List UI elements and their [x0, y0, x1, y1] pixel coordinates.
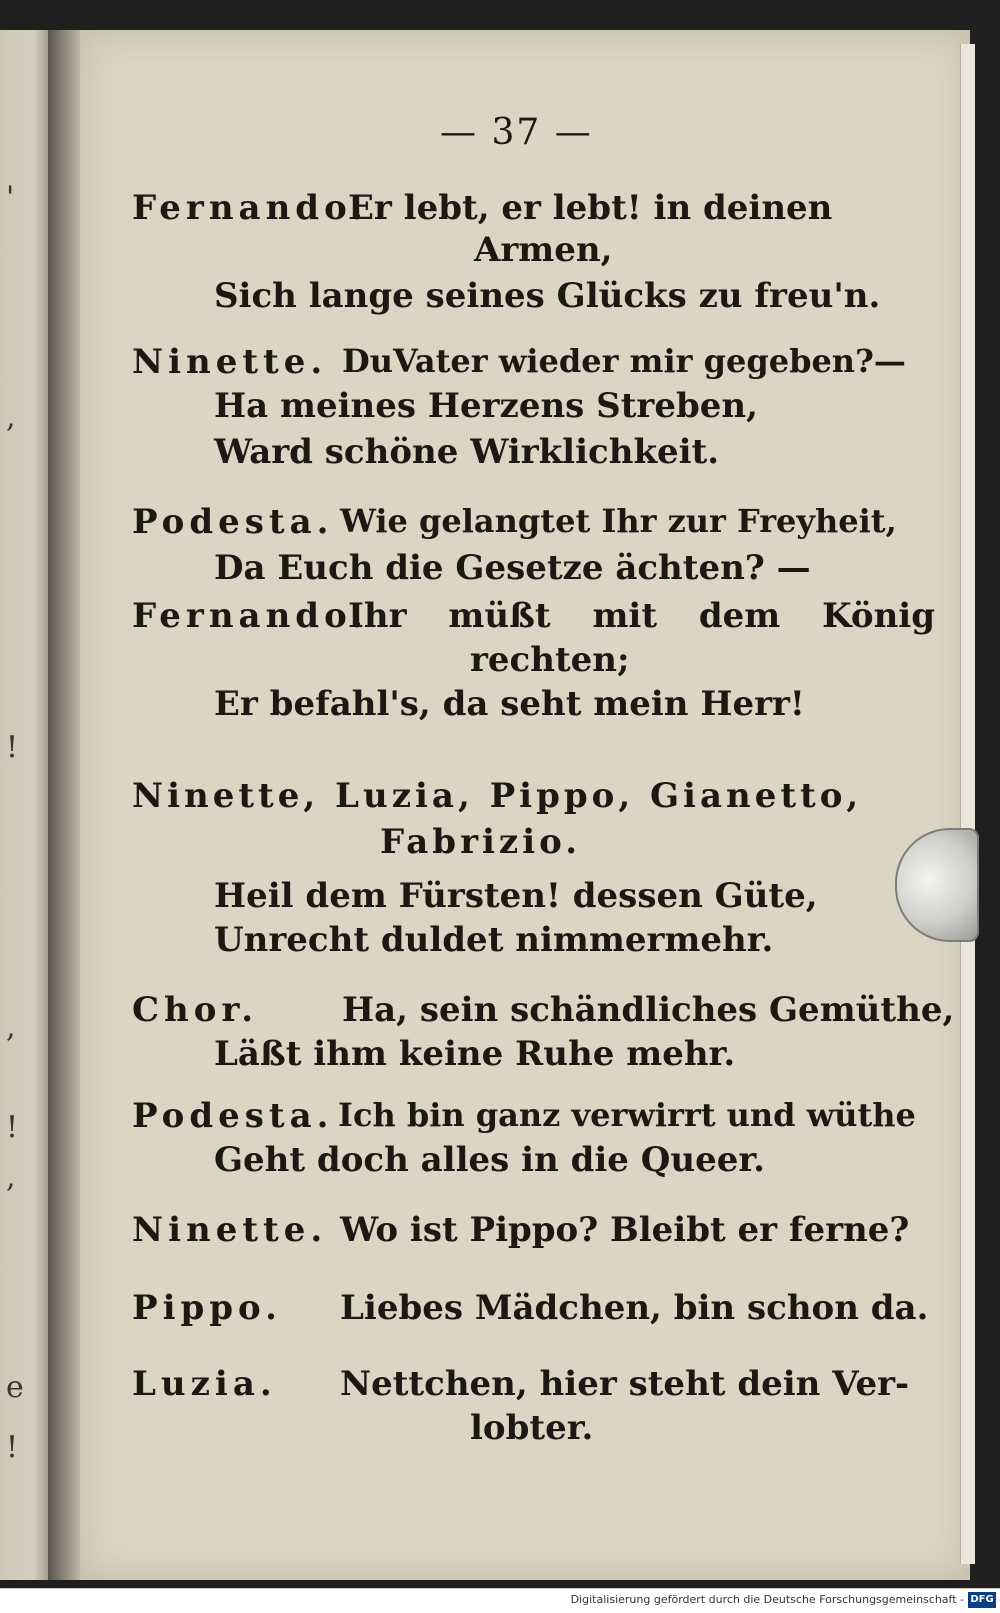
speaker-name: Fernando. [132, 188, 368, 228]
verse-line: Sich lange seines Glücks zu freu'n. [214, 276, 881, 316]
speaker-name: Pippo. [132, 1288, 282, 1328]
verse-line: Wie gelangtet Ihr zur Freyheit, [340, 502, 897, 540]
funding-notice: Digitalisierung gefördert durch die Deutsche Forschungsgemeinschaft - [570, 1593, 964, 1606]
verse-line: Unrecht duldet nimmermehr. [214, 920, 774, 960]
verse-line: DuVater wieder mir gegeben?— [342, 342, 906, 380]
verse-line: Läßt ihm keine Ruhe mehr. [214, 1034, 736, 1074]
verse-line: Liebes Mädchen, bin schon da. [340, 1288, 929, 1328]
prev-page-mark: , [6, 1160, 16, 1195]
prev-page-mark: ! [6, 1430, 19, 1465]
dfg-logo-icon[interactable]: DFG [968, 1592, 996, 1608]
verse-line: Ward schöne Wirklichkeit. [214, 432, 720, 472]
page-content [80, 30, 970, 1580]
verse-line: Armen, [474, 230, 613, 270]
speaker-name: Ninette. [132, 342, 328, 382]
speaker-name: Luzia. [132, 1364, 277, 1404]
speaker-name: Podesta. [132, 1096, 334, 1136]
book-page [80, 30, 970, 1580]
footer-bar [0, 1588, 1000, 1613]
verse-line: lobter. [470, 1408, 594, 1448]
prev-page-mark: ! [6, 730, 19, 765]
verse-line: Ihr müßt mit dem König [348, 596, 935, 636]
verse-line: Er befahl's, da seht mein Herr! [214, 684, 805, 724]
verse-line: rechten; [470, 640, 630, 680]
verse-line: Geht doch alles in die Queer. [214, 1140, 765, 1180]
prev-page-mark: , [6, 400, 16, 435]
verse-line: Da Euch die Gesetze ächten? — [214, 548, 811, 588]
verse-line: Heil dem Fürsten! dessen Güte, [214, 876, 818, 916]
prev-page-mark: , [6, 1010, 16, 1045]
verse-line: Er lebt, er lebt! in deinen [348, 188, 833, 228]
speaker-name: Chor. [132, 990, 259, 1030]
speaker-name: Podesta. [132, 502, 334, 542]
speaker-name: Ninette, Luzia, Pippo, Gianetto, [132, 776, 863, 816]
prev-page-mark: ! [6, 1110, 19, 1145]
prev-page-mark: ' [6, 180, 15, 215]
book-gutter [48, 30, 80, 1580]
verse-line: Ha, sein schändliches Gemüthe, [342, 990, 955, 1030]
page-stack-edge [960, 44, 975, 1564]
speaker-name: Ninette. [132, 1210, 328, 1250]
speaker-name: Fernando. [132, 596, 368, 636]
verse-line: Wo ist Pippo? Bleibt er ferne? [340, 1210, 910, 1250]
speaker-name: Fabrizio. [380, 822, 582, 862]
prev-page-mark: e [6, 1370, 24, 1405]
previous-page-edge [0, 30, 48, 1580]
verse-line: Ha meines Herzens Streben, [214, 386, 758, 426]
verse-line: Ich bin ganz verwirrt und wüthe [338, 1096, 916, 1134]
page-number: — 37 — [440, 112, 593, 153]
verse-line: Nettchen, hier steht dein Ver- [340, 1364, 910, 1404]
